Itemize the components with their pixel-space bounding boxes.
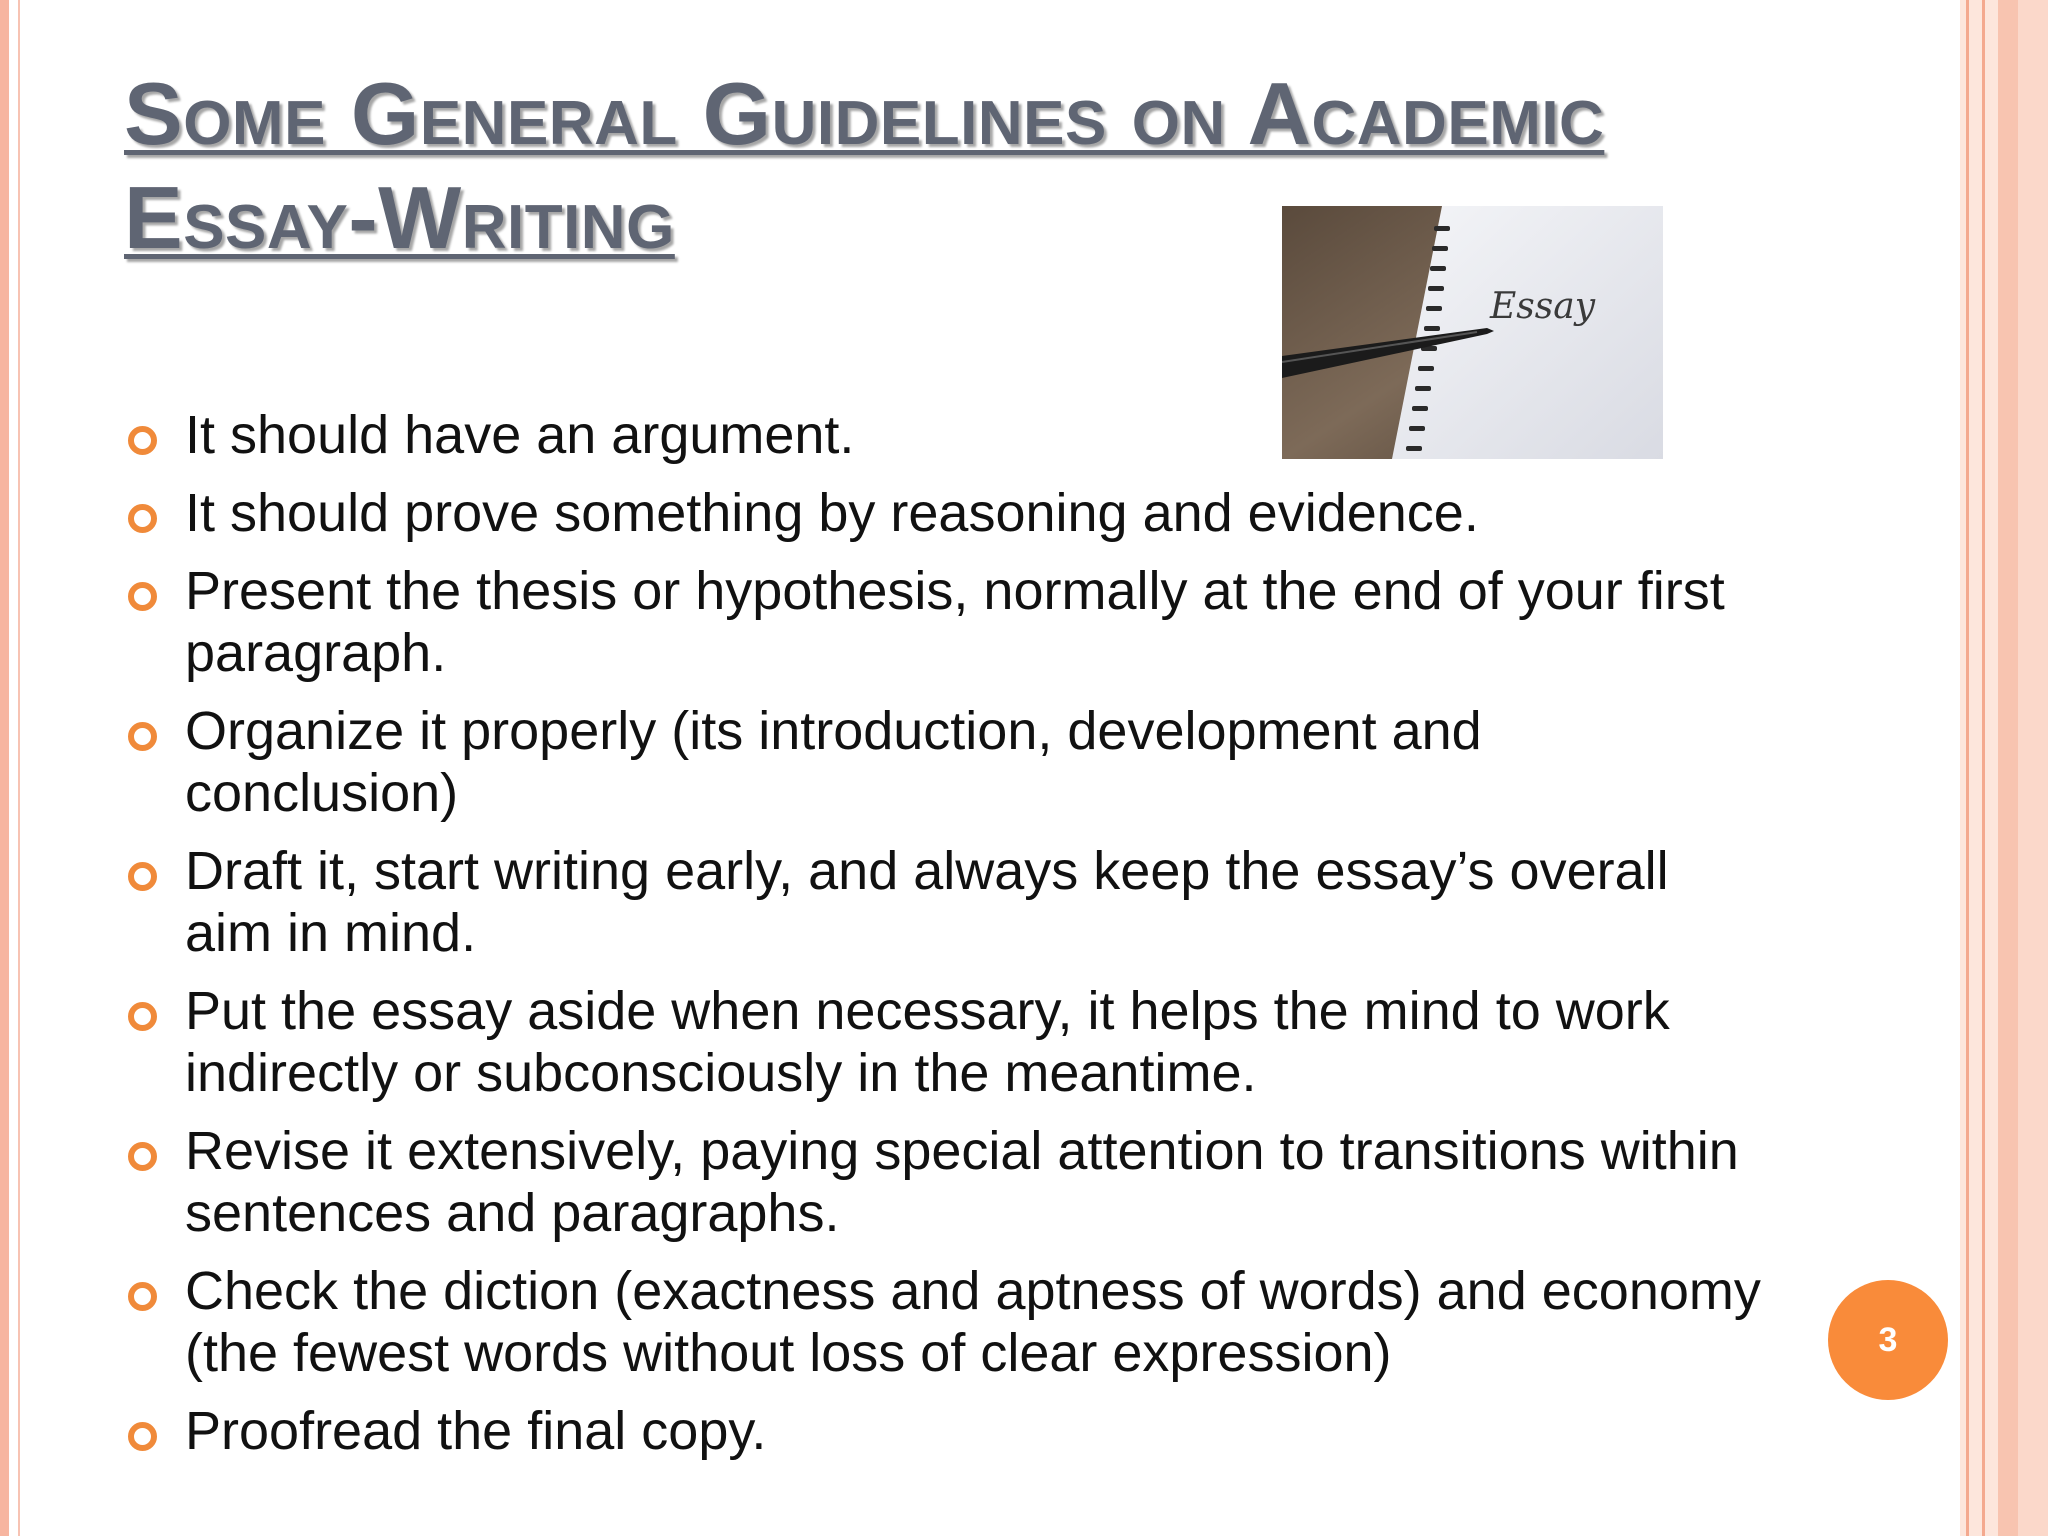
bullet-text: Draft it, start writing early, and always keep the essay’s overall aim in mind.: [185, 841, 1669, 963]
bullet-text: Put the essay aside when necessary, it helps the mind to work indirectly or subconsciously in the meantime.: [185, 981, 1670, 1103]
list-item: [122, 560, 1762, 684]
bullet-list: [122, 404, 1762, 1478]
ring-bullet-icon: [128, 582, 157, 611]
list-item: [122, 404, 1762, 466]
ring-bullet-icon: [128, 504, 157, 533]
list-item: [122, 700, 1762, 824]
list-item: [122, 1120, 1762, 1244]
ring-bullet-icon: [128, 1002, 157, 1031]
ring-bullet-icon: [128, 1282, 157, 1311]
ring-bullet-icon: [128, 1142, 157, 1171]
bullet-text: It should prove something by reasoning and evidence.: [185, 483, 1479, 543]
band-line: [1982, 0, 1985, 1536]
right-decorative-band: [1960, 0, 2048, 1536]
slide-title: Some General Guidelines on Academic Essay-Writing: [124, 64, 1605, 267]
left-decorative-stripe: [0, 0, 20, 1536]
list-item: [122, 980, 1762, 1104]
bullet-text: Check the diction (exactness and aptness of words) and economy (the fewest words without loss of clear expression): [185, 1261, 1761, 1383]
essay-caption: Essay: [1490, 286, 1596, 327]
bullet-text: Revise it extensively, paying special attention to transitions within sentences and paragraphs.: [185, 1121, 1739, 1243]
ring-bullet-icon: [128, 1422, 157, 1451]
band-line: [1966, 0, 1969, 1536]
bullet-text: Organize it properly (its introduction, development and conclusion): [185, 701, 1482, 823]
bullet-text: Proofread the final copy.: [185, 1401, 767, 1461]
list-item: [122, 1260, 1762, 1384]
list-item: [122, 840, 1762, 964]
list-item: [122, 482, 1762, 544]
ring-bullet-icon: [128, 426, 157, 455]
bullet-text: Present the thesis or hypothesis, normally at the end of your first paragraph.: [185, 561, 1725, 683]
page-number-badge: 3: [1828, 1280, 1948, 1400]
ring-bullet-icon: [128, 722, 157, 751]
bullet-text: It should have an argument.: [185, 405, 855, 465]
list-item: [122, 1400, 1762, 1462]
band-fill: [2018, 0, 2048, 1536]
ring-bullet-icon: [128, 862, 157, 891]
